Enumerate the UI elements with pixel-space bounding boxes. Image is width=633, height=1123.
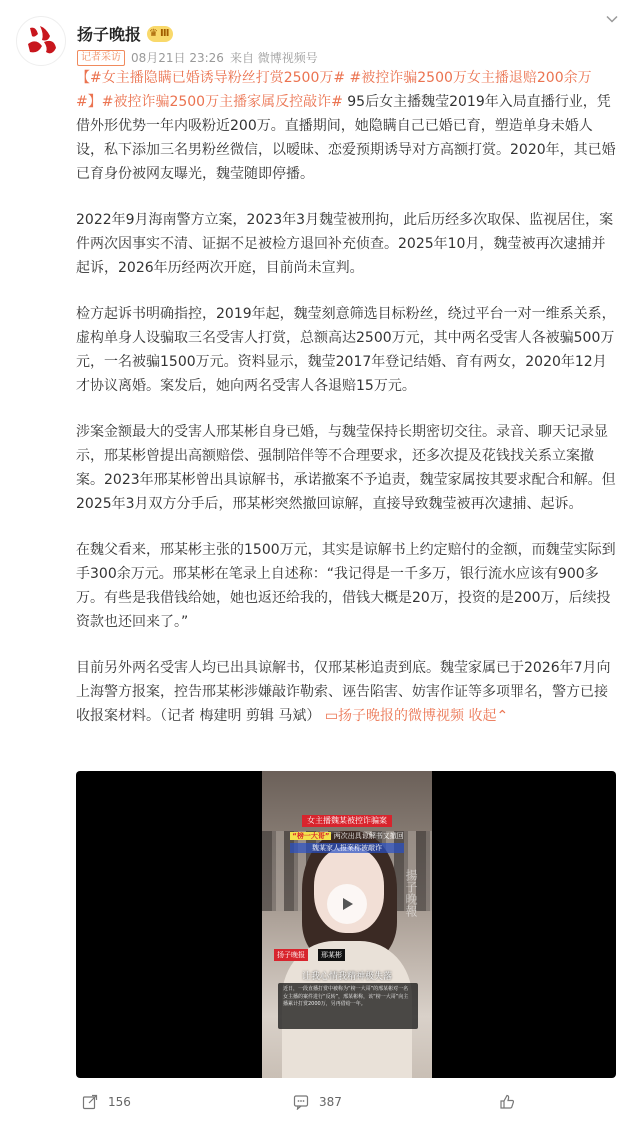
paragraph-5: 在魏父看来，邢某彬主张的1500万元，其实是谅解书上约定赔付的金额，而魏莹实际到手300余万元。邢某彬在笔录上自述称：“我记得是一千多万，银行流水应该有900多万。有些是我借钱给她，她也返还给我的，借钱大概是20万，投资的是200万，后续投资款也还回来了。”	[76, 542, 616, 630]
paragraph-1-text: 95后女主播魏莹2019年入局直播行业，凭借外形优势一年内吸粉近200万。直播期间，她隐瞒自己已婚已育，塑造单身未婚人设，私下添加三名男粉丝微信，以暧昧、恋爱预期诱导对方高额打赏。2020年，其已婚已育身份被网友曝光，魏莹随即停播。	[76, 94, 616, 182]
post-source[interactable]: 来自 微博视频号	[229, 51, 318, 65]
collapse-link[interactable]	[469, 708, 509, 724]
video-link-icon: ▭	[324, 708, 339, 724]
chevron-up-icon: ⌃	[496, 708, 509, 724]
video-link-label: 扬子晚报的微博视频	[338, 708, 465, 724]
video-subtitle: 让我心情我精神极失落	[301, 972, 392, 982]
paragraph-6	[76, 656, 616, 728]
chevron-down-icon[interactable]	[605, 12, 619, 26]
action-bar	[76, 1094, 616, 1118]
paragraph-4: 涉案金额最大的受害人邢某彬自身已婚，与魏莹保持长期密切交往。录音、聊天记录显示，邢某彬曾提出高额赔偿、强制陪伴等不合理要求，还多次提及花钱找关系立案撤案。2023年邢某彬曾出具谅解书，承诺撤案不予追责，魏莹家属按其要求配合和解。但2025年3月双方分手后，邢某彬突然撤回谅解，直接导致魏莹被再次逮捕、起诉。	[76, 424, 616, 512]
vip-badge	[147, 26, 173, 42]
paragraph-6-text: 目前另外两名受害人均已出具谅解书，仅邢某彬追责到底。魏莹家属已于2026年7月向上海警方报案，控告邢某彬涉嫌敲诈勒索、诬告陷害、妨害作证等多项罪名，警方已接收报案材料。（记者 梅建明 剪辑 马斌）	[76, 660, 611, 724]
hashtag-3[interactable]: #被控诈骗2500万主播家属反控敲诈#	[101, 94, 343, 110]
avatar-logo-icon	[18, 18, 64, 64]
video-caption-line3: 魏某家人报案称被敲诈	[290, 843, 404, 853]
share-action[interactable]	[82, 1094, 131, 1110]
share-icon	[82, 1094, 98, 1110]
post-body	[76, 66, 616, 750]
play-button[interactable]	[327, 884, 367, 924]
play-icon	[338, 895, 356, 913]
paragraph-2: 2022年9月海南警方立案，2023年3月魏莹被刑拘，此后历经多次取保、监视居住，案件两次因事实不清、证据不足被检方退回补充侦查。2025年10月，魏莹被再次逮捕并起诉，2026年历经两次开庭，目前尚未宣判。	[76, 212, 614, 276]
bracket-open: 【	[76, 70, 90, 86]
video-label-left: 扬子晚报	[274, 949, 308, 961]
video-label-right: 邢某彬	[318, 949, 345, 961]
paragraph-1	[76, 66, 616, 186]
post-timestamp[interactable]: 08月21日 23:26	[131, 51, 224, 65]
hashtag-2[interactable]: #被控诈骗2500万女主播退赔200余万#	[76, 70, 592, 110]
like-icon	[499, 1094, 515, 1110]
comment-count: 387	[319, 1095, 342, 1109]
video-watermark: 揚子晚報	[404, 869, 418, 917]
share-count: 156	[108, 1095, 131, 1109]
video-caption-title: 女主播魏某被控诈骗案	[302, 815, 392, 827]
caption-highlight: “榜一大哥”	[292, 832, 330, 840]
collapse-label: 收起	[468, 708, 497, 724]
hashtag-1[interactable]: #女主播隐瞒已婚诱导粉丝打赏2500万#	[90, 70, 346, 86]
comment-action[interactable]	[293, 1094, 342, 1110]
comment-icon	[293, 1094, 309, 1110]
video-frame[interactable]	[262, 771, 432, 1078]
video-link[interactable]	[325, 708, 464, 724]
vip-level: Ⅲ	[159, 28, 170, 39]
bracket-close: 】	[87, 94, 102, 110]
reporter-tag: 记者采访	[77, 50, 125, 66]
caption-rest: 两次出具谅解书又撤回	[333, 832, 404, 840]
video-caption-line2	[286, 831, 408, 841]
video-text-box: 近日，一段直播打赏中被称为“榜一大哥”的邢某彬对一名女主播的案件进行“反转”，邢某彬称，该“榜一大哥”向主播累计打赏2000万，另再借给一年。	[278, 983, 418, 1029]
paragraph-3: 检方起诉书明确指控，2019年起，魏莹刻意筛选目标粉丝，绕过平台一对一维系关系，虚构单身人设骗取三名受害人打赏，总额高达2500万元，其中两名受害人各被骗500万元，一名被骗1500万元。资料显示，魏莹2017年登记结婚、育有两女，2020年12月才协议离婚。案发后，她向两名受害人各退赔15万元。	[76, 306, 616, 394]
author-name[interactable]: 扬子晚报	[77, 25, 142, 44]
avatar[interactable]	[16, 16, 66, 66]
video-player[interactable]	[76, 771, 616, 1078]
crown-icon: ♛	[149, 28, 158, 39]
like-action[interactable]	[499, 1094, 525, 1110]
